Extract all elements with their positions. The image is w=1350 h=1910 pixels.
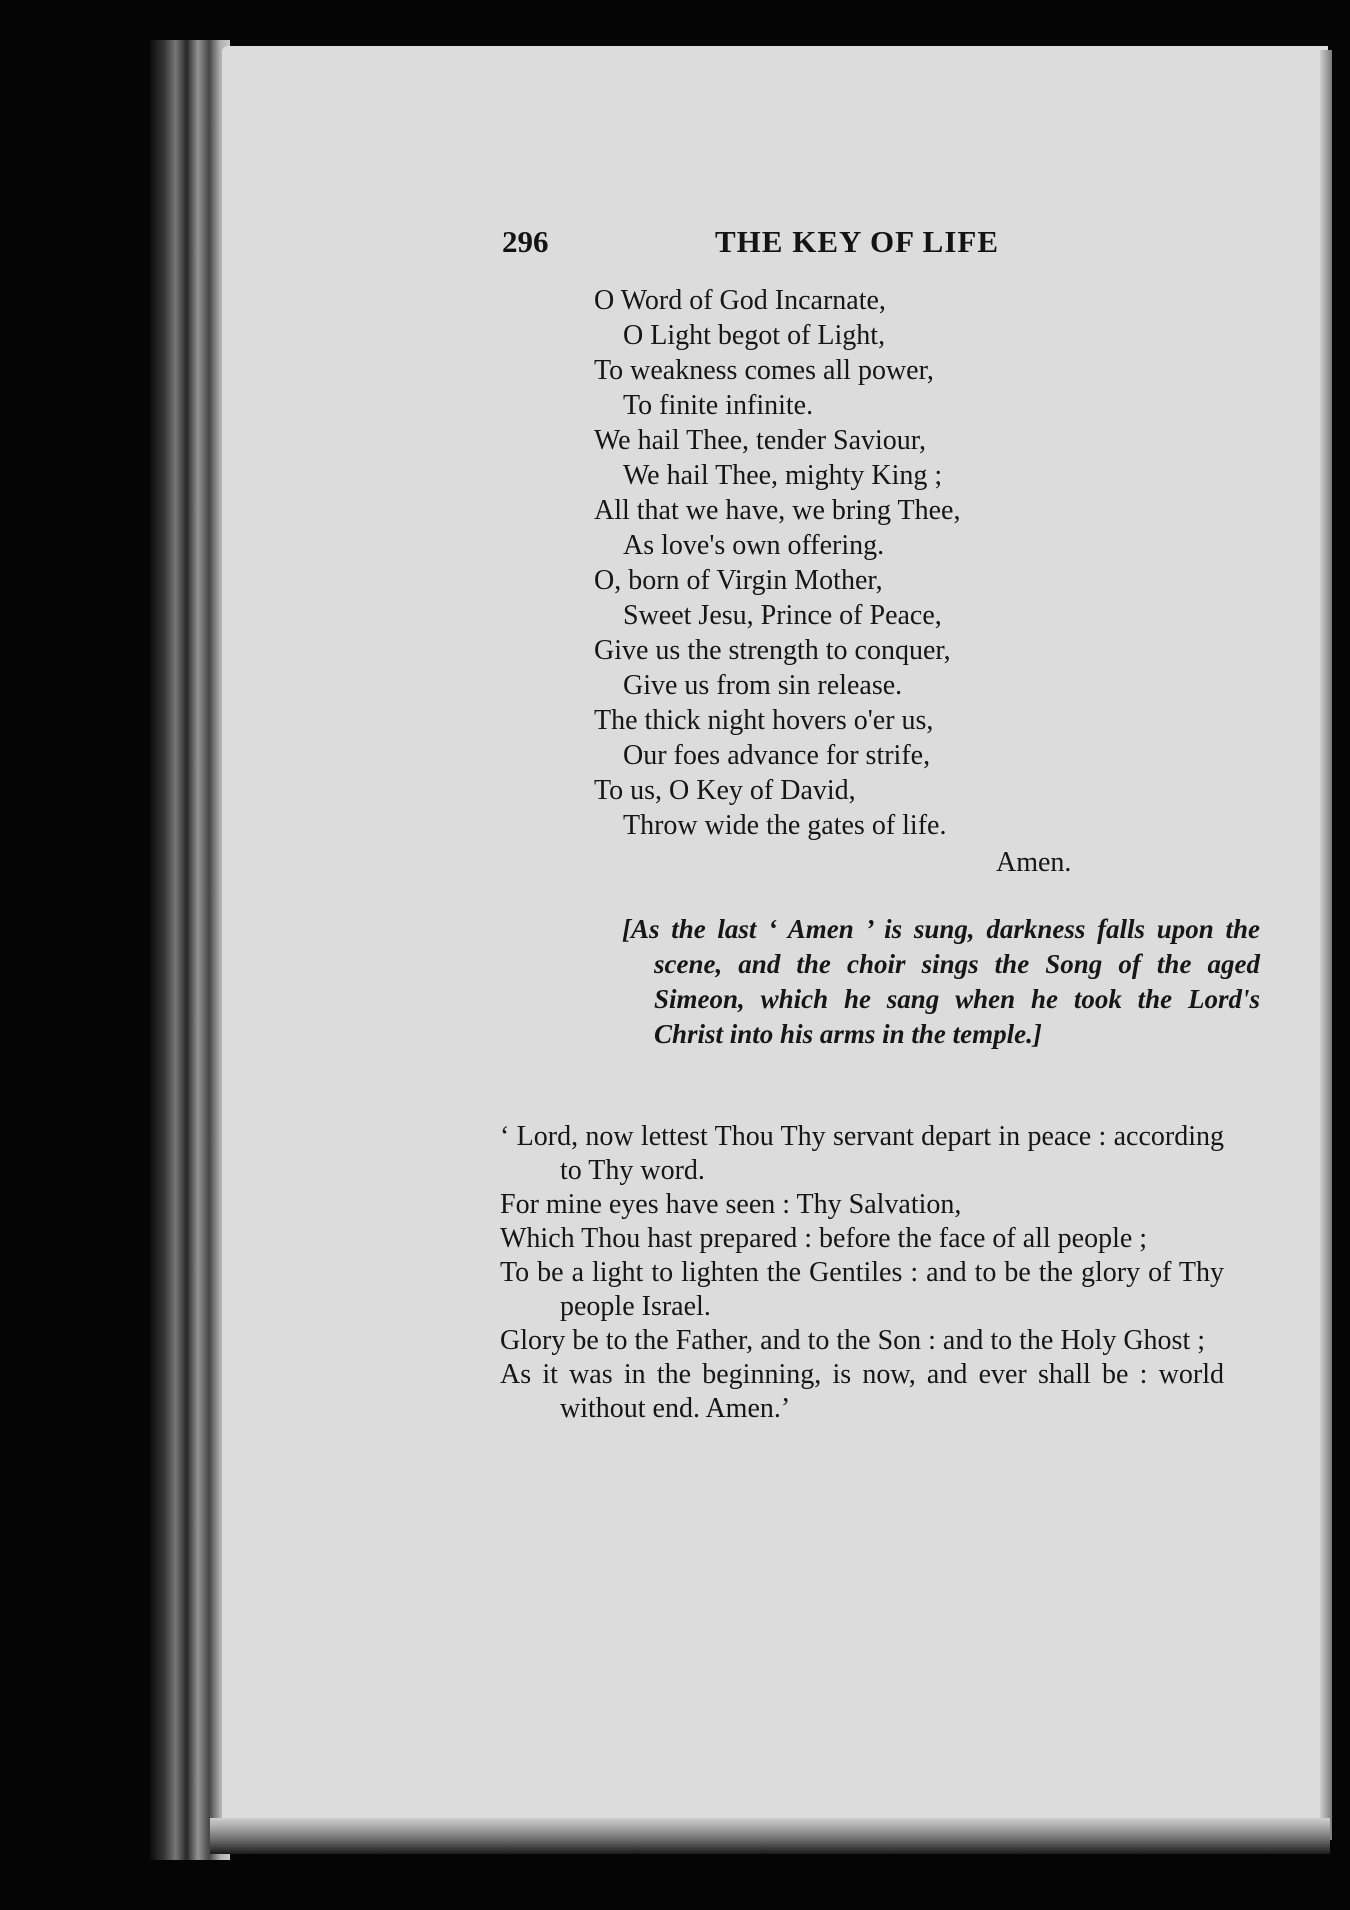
canticle-verse: ‘ Lord, now lettest Thou Thy servant depart in peace : according to Thy word. [500, 1121, 1224, 1186]
hymn-line: We hail Thee, mighty King ; [623, 460, 943, 491]
hymn-line: Our foes advance for strife, [623, 740, 931, 771]
page-number: 296 [502, 224, 549, 259]
stage-direction: [As the last ‘ Amen ’ is sung, darkness falls upon the scene, and the choir sings the Song of the aged Simeon, which he sang when he took the Lord's Christ into his arms in the temple.] [622, 914, 1260, 1049]
page-right-edge [1320, 50, 1332, 1840]
hymn-line: To us, O Key of David, [594, 775, 856, 806]
hymn-line: O Word of God Incarnate, [594, 285, 886, 316]
hymn-line: As love's own offering. [623, 530, 885, 561]
running-head: THE KEY OF LIFE [715, 224, 999, 259]
hymn-line: Give us the strength to conquer, [594, 635, 951, 666]
canticle-verse: To be a light to lighten the Gentiles : and to be the glory of Thy people Israel. [500, 1257, 1224, 1322]
page-bottom-edge [210, 1818, 1330, 1854]
hymn-line: Throw wide the gates of life. [623, 810, 947, 841]
hymn-line: O Light begot of Light, [623, 320, 886, 351]
hymn-text [594, 283, 1114, 843]
hymn-line: To weakness comes all power, [594, 355, 934, 386]
canticle-verse: Glory be to the Father, and to the Son : and to the Holy Ghost ; [500, 1325, 1206, 1356]
book-spine [150, 40, 230, 1860]
canticle-verse: For mine eyes have seen : Thy Salvation, [500, 1189, 962, 1220]
hymn-line: Give us from sin release. [623, 670, 903, 701]
hymn-line: To finite infinite. [623, 390, 814, 421]
hymn-line: O, born of Virgin Mother, [594, 565, 883, 596]
canticle-text [500, 1120, 1224, 1426]
hymn-amen: Amen. [996, 847, 1072, 878]
page-header [0, 224, 1350, 270]
hymn-line: We hail Thee, tender Saviour, [594, 425, 926, 456]
hymn-line: All that we have, we bring Thee, [594, 495, 961, 526]
canticle-verse: Which Thou hast prepared : before the face of all people ; [500, 1223, 1148, 1254]
canticle-verse: As it was in the beginning, is now, and ever shall be : world without end. Amen.’ [500, 1359, 1224, 1424]
hymn-line: Sweet Jesu, Prince of Peace, [623, 600, 942, 631]
hymn-line: The thick night hovers o'er us, [594, 705, 934, 736]
